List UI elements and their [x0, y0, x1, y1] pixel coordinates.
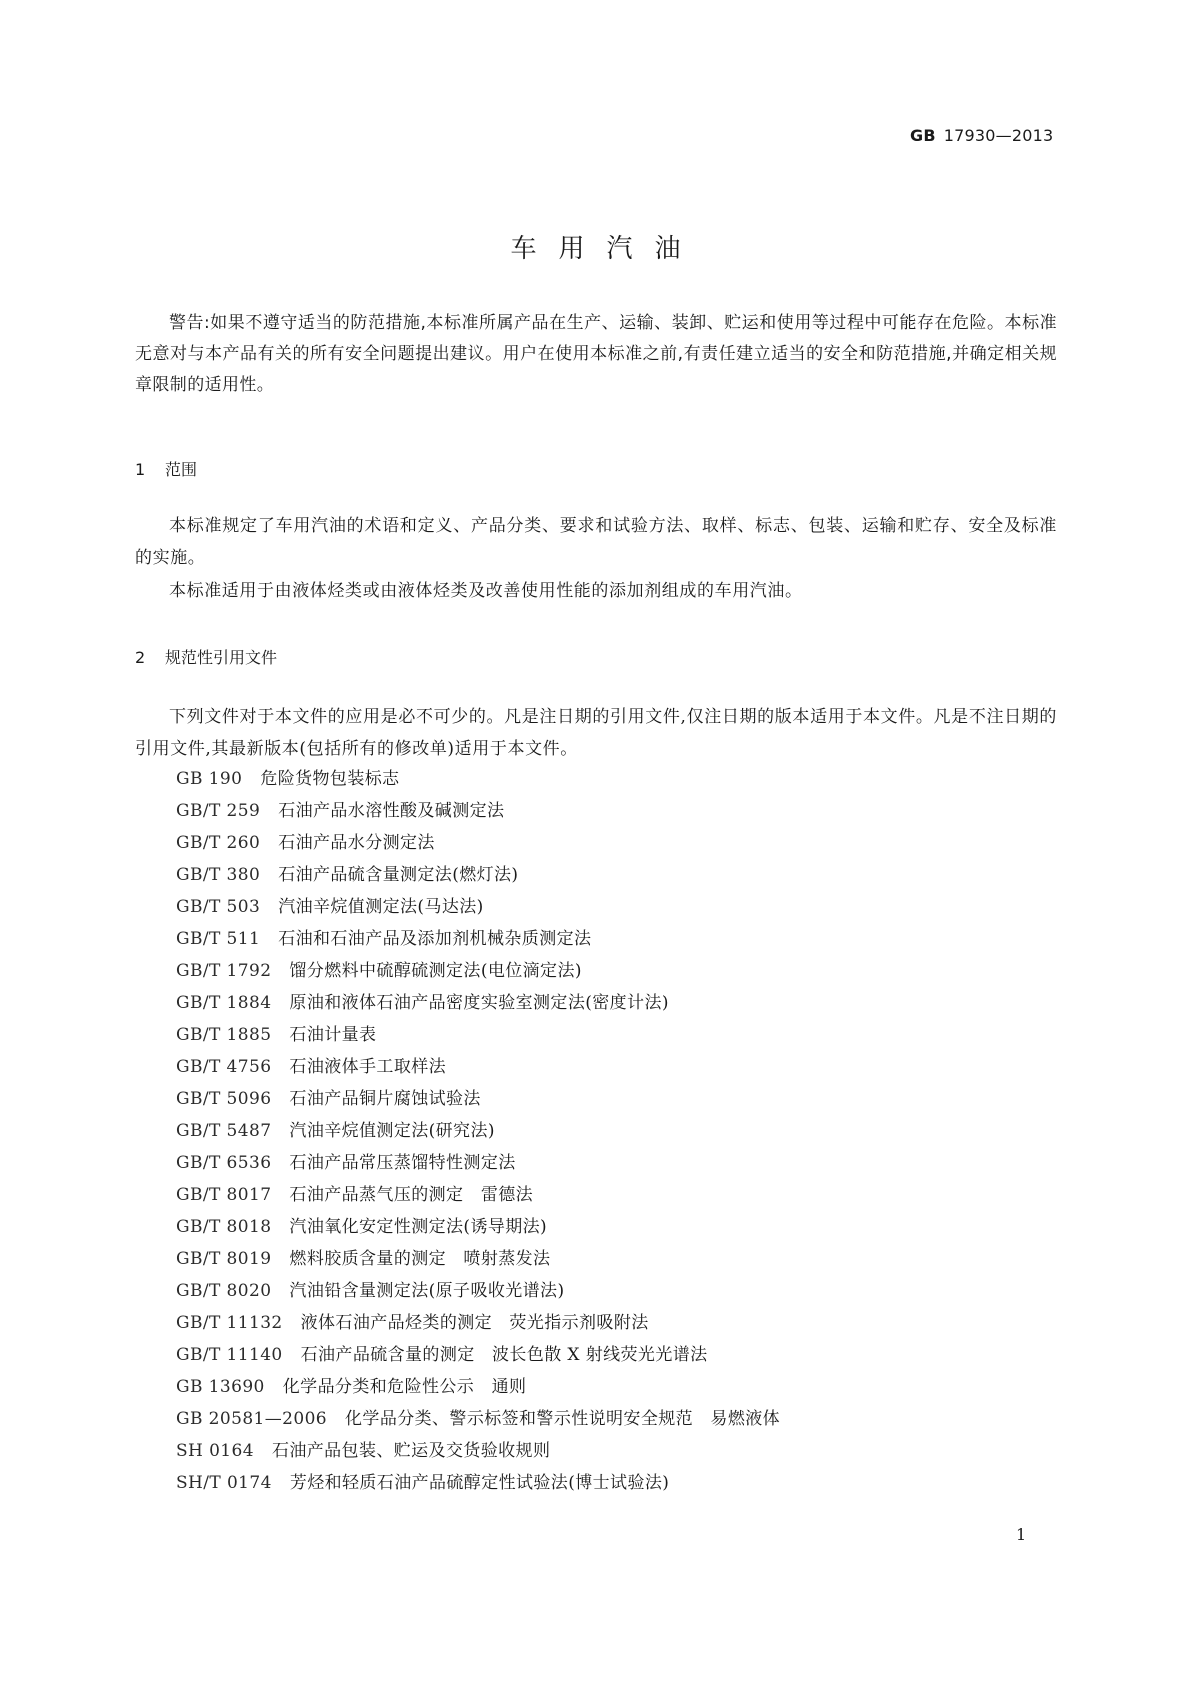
reference-item	[176, 1403, 780, 1435]
reference-title: 馏分燃料中硫醇硫测定法(电位滴定法)	[289, 961, 582, 981]
reference-title: 芳烃和轻质石油产品硫醇定性试验法(博士试验法)	[289, 1473, 670, 1493]
warning-paragraph: 警告:如果不遵守适当的防范措施,本标准所属产品在生产、运输、装卸、贮运和使用等过程中可能存在危险。本标准无意对与本产品有关的所有安全问题提出建议。用户在使用本标准之前,有责任建立适当的安全和防范措施,并确定相关规章限制的适用性。	[135, 313, 1057, 395]
reference-item	[176, 1467, 780, 1499]
reference-title: 石油产品硫含量测定法(燃灯法)	[278, 865, 519, 885]
reference-item	[176, 1115, 780, 1147]
document-title: 车用汽油	[510, 234, 703, 264]
reference-item	[176, 1179, 780, 1211]
reference-item	[176, 1339, 780, 1371]
reference-code: GB/T 8018	[176, 1217, 272, 1237]
scope-paragraph-2: 本标准适用于由液体烃类或由液体烃类及改善使用性能的添加剂组成的车用汽油。	[169, 581, 803, 601]
reference-title: 汽油辛烷值测定法(马达法)	[278, 897, 484, 917]
reference-title: 石油产品蒸气压的测定 雷德法	[289, 1185, 534, 1205]
reference-item	[176, 955, 780, 987]
section-title: 范围	[165, 460, 198, 479]
reference-code: SH/T 0174	[176, 1473, 272, 1493]
reference-code: GB/T 8020	[176, 1281, 272, 1301]
reference-title: 石油产品包装、贮运及交货验收规则	[271, 1441, 551, 1461]
scope-paragraph-1: 本标准规定了车用汽油的术语和定义、产品分类、要求和试验方法、取样、标志、包装、运输和贮存、安全及标准的实施。	[135, 516, 1057, 568]
reference-title: 汽油铅含量测定法(原子吸收光谱法)	[289, 1281, 565, 1301]
reference-code: GB/T 1885	[176, 1025, 272, 1045]
reference-item	[176, 1211, 780, 1243]
reference-item	[176, 1371, 780, 1403]
reference-title: 石油产品常压蒸馏特性测定法	[289, 1153, 516, 1173]
reference-code: GB/T 5487	[176, 1121, 272, 1141]
reference-code: SH 0164	[176, 1441, 254, 1461]
reference-code: GB/T 4756	[176, 1057, 272, 1077]
reference-item	[176, 891, 780, 923]
reference-item	[176, 1243, 780, 1275]
reference-code: GB/T 8019	[176, 1249, 272, 1269]
reference-title: 石油产品水溶性酸及碱测定法	[278, 801, 505, 821]
reference-item	[176, 1275, 780, 1307]
reference-item	[176, 1051, 780, 1083]
references-intro: 下列文件对于本文件的应用是必不可少的。凡是注日期的引用文件,仅注日期的版本适用于本文件。凡是不注日期的引用文件,其最新版本(包括所有的修改单)适用于本文件。	[135, 707, 1057, 759]
reference-code: GB/T 259	[176, 801, 261, 821]
reference-item	[176, 987, 780, 1019]
reference-code: GB/T 380	[176, 865, 261, 885]
section-heading-references	[135, 645, 277, 668]
reference-code: GB/T 8017	[176, 1185, 272, 1205]
standard-number	[910, 126, 1053, 145]
reference-title: 汽油氧化安定性测定法(诱导期法)	[289, 1217, 548, 1237]
reference-title: 石油产品硫含量的测定 波长色散 X 射线荧光光谱法	[300, 1345, 708, 1365]
reference-title: 燃料胶质含量的测定 喷射蒸发法	[289, 1249, 551, 1269]
reference-title: 石油产品铜片腐蚀试验法	[289, 1089, 481, 1109]
reference-code: GB/T 260	[176, 833, 261, 853]
reference-code: GB/T 503	[176, 897, 261, 917]
reference-item	[176, 1147, 780, 1179]
reference-item	[176, 1083, 780, 1115]
reference-title: 石油液体手工取样法	[289, 1057, 447, 1077]
section-number: 1	[135, 460, 146, 479]
standard-prefix: GB	[910, 126, 936, 145]
section-number: 2	[135, 648, 146, 667]
reference-item	[176, 795, 780, 827]
reference-code: GB/T 1884	[176, 993, 272, 1013]
reference-code: GB/T 5096	[176, 1089, 272, 1109]
section-heading-scope	[135, 457, 197, 480]
reference-title: 汽油辛烷值测定法(研究法)	[289, 1121, 495, 1141]
reference-title: 石油和石油产品及添加剂机械杂质测定法	[278, 929, 592, 949]
page-number: 1	[1016, 1525, 1027, 1544]
reference-title: 石油计量表	[289, 1025, 377, 1045]
reference-list	[176, 763, 780, 1499]
reference-item	[176, 1307, 780, 1339]
reference-title: 液体石油产品烃类的测定 荧光指示剂吸附法	[300, 1313, 649, 1333]
reference-item	[176, 1435, 780, 1467]
reference-code: GB/T 11140	[176, 1345, 283, 1365]
reference-item	[176, 1019, 780, 1051]
reference-code: GB/T 511	[176, 929, 261, 949]
reference-title: 化学品分类、警示标签和警示性说明安全规范 易燃液体	[345, 1409, 781, 1429]
reference-code: GB/T 6536	[176, 1153, 272, 1173]
reference-code: GB/T 1792	[176, 961, 272, 981]
reference-item	[176, 763, 780, 795]
reference-title: 危险货物包装标志	[260, 769, 400, 789]
reference-title: 石油产品水分测定法	[278, 833, 435, 853]
reference-code: GB 190	[176, 769, 243, 789]
reference-title: 化学品分类和危险性公示 通则	[282, 1377, 527, 1397]
reference-code: GB/T 11132	[176, 1313, 283, 1333]
section-title: 规范性引用文件	[165, 648, 278, 667]
reference-code: GB 13690	[176, 1377, 265, 1397]
reference-title: 原油和液体石油产品密度实验室测定法(密度计法)	[289, 993, 669, 1013]
reference-code: GB 20581—2006	[176, 1409, 328, 1429]
reference-item	[176, 827, 780, 859]
reference-item	[176, 859, 780, 891]
standard-code: 17930—2013	[943, 126, 1054, 145]
reference-item	[176, 923, 780, 955]
